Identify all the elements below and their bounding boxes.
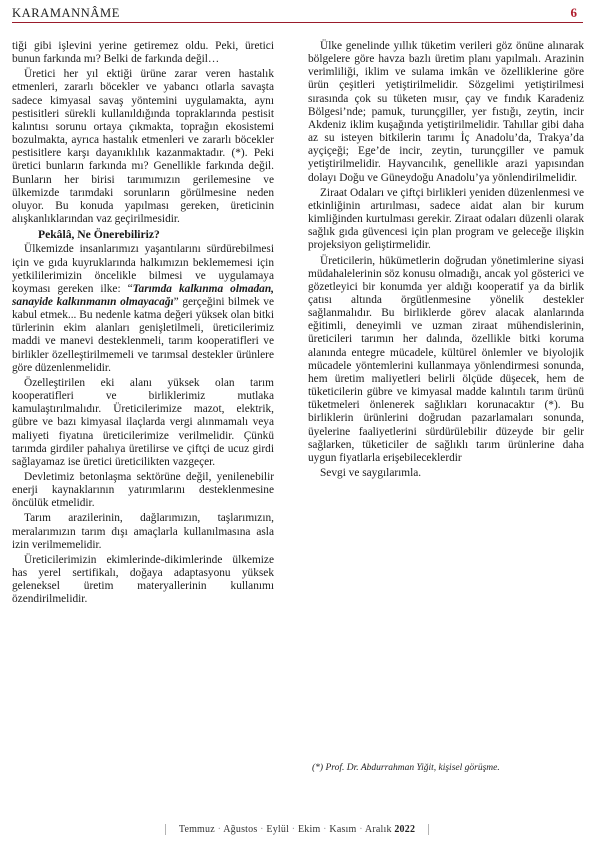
footnote: (*) Prof. Dr. Abdurrahman Yiğit, kişisel görüşme. xyxy=(312,763,500,773)
text-run: Ülkemizde insanlarımızı yaşantılarını sürdürebilmesi için ve gıda kuyruklarında halkımızın beklememesi için yetkililerimizin öncelikle bilmesi ve uygulamaya koyması gereken ilke: “ xyxy=(12,243,274,295)
footer-month: Aralık xyxy=(364,824,392,835)
text-run: ” gerçeğini bilmek ve kabul etmek... Bu nedenle katma değeri yüksek olan bitki türlerinin ekim alanları genişletilmeli, üreticilerimiz maddi ve manevi desteklenmeli, tarım kooperatifleri ve birlikler özelleştirilmemeli ve tarımsal destekler ürünlere göre düzenlenmelidir. xyxy=(12,295,274,374)
paragraph: Üretici her yıl ektiği ürüne zarar veren hastalık etmenleri, zararlı böcekler ve yabancı otlarla savaşta sadece kimyasal savaş yöntemini uygulamakta, aynı pestisitleri sürekli kullanıldığında topraklarında pestisit kalıntısı sorunu ortaya çıkmakta, toprağın ekosistemi bozulmakta, ayrıca hastalık etmenleri ve zararlı böcekler pestisitlere karşı dayanıklılık kazanmaktadır. (*). Peki üretici bunların farkında mı? Genellikle farkında değil. Bunların her birisi tarımımızın gerilemesine ve ülkemizde tarımdaki sorunların görülmesine neden oluyor. Bu konuda yapılması gereken, üreticinin alışkanlıklarından vaz geçirilmesidir. xyxy=(12,68,274,226)
paragraph: Tarım arazilerinin, dağlarımızın, taşlarımızın, meralarımızın tarım dışı amaçlarla kullanılmasına asla izin verilmemelidir. xyxy=(12,512,274,551)
footer-separator: · xyxy=(323,824,327,835)
paragraph: Ziraat Odaları ve çiftçi birlikleri yeniden düzenlenmesi ve etkinliğinin artırılması, sadece aidat alan bir kurum kimliğinden kurtulması gerekir. Ziraat odaları düzenli olarak sağlık gıda güvencesi için plan program ve geleceğe ilişkin projeksiyon geliştirmelidir. xyxy=(308,186,584,252)
footer-separator: · xyxy=(291,824,296,835)
footer-separator: · xyxy=(260,824,264,835)
footer-month: Ağustos xyxy=(223,824,258,835)
paragraph: tiği gibi işlevini yerine getiremez oldu. Peki, üretici bunun farkında mı? Belki de farkında değil… xyxy=(12,40,274,66)
closing-line: Sevgi ve saygılarımla. xyxy=(320,467,422,479)
footer-month: Eylül xyxy=(266,824,290,835)
paragraph: Üreticilerin, hükümetlerin doğrudan yönetimlerine siyasi müdahalelerinin söz konusu olmadığı, ancak yol gösterici ve gözetleyici bir konumda yer aldığı kooperatif ya da birlik çatısı altında örgütlenmesine yönelik destekler sağlanmalıdır. Bu birliklerde görev alacak alanlarında eğitimli, deneyimli ve uzman ziraat mühendislerinin, üreticileri tarımın her dalında, özellikle bitki koruma alanında entegre mücadele, kültürel önlemler ve biyolojik mücadele yöntemlerini kullanmaya yönlendirmesi sonunda, hem üretim maliyetleri belirli ölçüde düşecek, hem de tüketicilerin gübre ve kimyasal madde kalıntılı tarım ürünü tüketmeleri önlenerek sağlıkları korunacaktır (*). Bu birliklerin ürünlerini doğrudan pazarlamaları sonunda, üyelerine faaliyetlerini sürdürülebilir düzeyde bir gelir sağlarken, tüketiciler de sağlıklı tarım ürünlerine daha uygun fiyatlarla erişebileceklerdir xyxy=(308,254,584,464)
footer-year: 2022 xyxy=(394,824,416,835)
section-heading: Pekâlâ, Ne Önerebiliriz? xyxy=(38,228,160,242)
footer-month: Ekim xyxy=(298,824,321,835)
right-column xyxy=(308,40,584,482)
footer-month: Kasım xyxy=(329,824,357,835)
page-footer xyxy=(165,824,429,835)
emphasized-quote: Tarımda kalkınma olmadan, sanayide kalkınmanın olmayacağı xyxy=(12,282,274,308)
page-number: 6 xyxy=(570,5,577,20)
paragraph xyxy=(12,243,274,375)
paragraph: Ülke genelinde yıllık tüketim verileri göz önüne alınarak bölgelere göre havza bazlı üretim planı yapılmalı. Arazinin verimliliği, iklim ve sulama imkân ve özelliklerine göre ürün çeşitleri yetiştirilmelidir. Sözgelimi yetiştirilmesi sırasında çok su tüketen mısır, çay ve fındık Karadeniz Bölgesi’nde; pamuk, turunçgiller, yer fıstığı, zeytin, incir Akdeniz iklim kuşağında yetiştirilmelidir. Tahıllar gibi daha az su isteyen bitkilerin tarımı İç Anadolu’da, Trakya’da ayçiçeği; Ege’de incir, zeytin, turunçgiller ve pamuk yetiştirilmelidir. Hayvancılık, genellikle arazi yapısından dolayı Doğu ve Güneydoğu Anadolu’ya yönlendirilmelidir. xyxy=(308,40,584,184)
journal-name: KARAMANNÂME xyxy=(12,6,120,20)
page-header xyxy=(12,4,583,23)
footer-month: Temmuz xyxy=(178,824,215,835)
footer-separator: · xyxy=(217,824,222,835)
paragraph: Üreticilerimizin ekimlerinde-dikimlerinde ülkemize has yerel sertifikalı, doğaya adaptasyonu yüksek geleneksel üretim materyallerinin kullanımı özendirilmelidir. xyxy=(12,553,274,606)
paragraph: Devletimiz betonlaşma sektörüne değil, yenilenebilir enerji kaynaklarının yatırımlarını desteklenmesine öncülük etmelidir. xyxy=(12,471,274,510)
footer-separator: · xyxy=(359,824,363,835)
left-column xyxy=(12,40,274,609)
paragraph: Özelleştirilen eki alanı yüksek olan tarım kooperatifleri ve birliklerimiz mutlaka kamulaştırılmalıdır. Üreticilerimize mazot, elektrik, gübre ve bazı kimyasal ilaçlarda vergi alınmamalı veya maliyeti fiyatına üreticilerimize verilmelidir. Çünkü tarımda girdiler pahalıya üretilirse ve çiftçi de ucuz girdi sağlayamaz ise üretici üreticilikten vazgeçer. xyxy=(12,376,274,468)
